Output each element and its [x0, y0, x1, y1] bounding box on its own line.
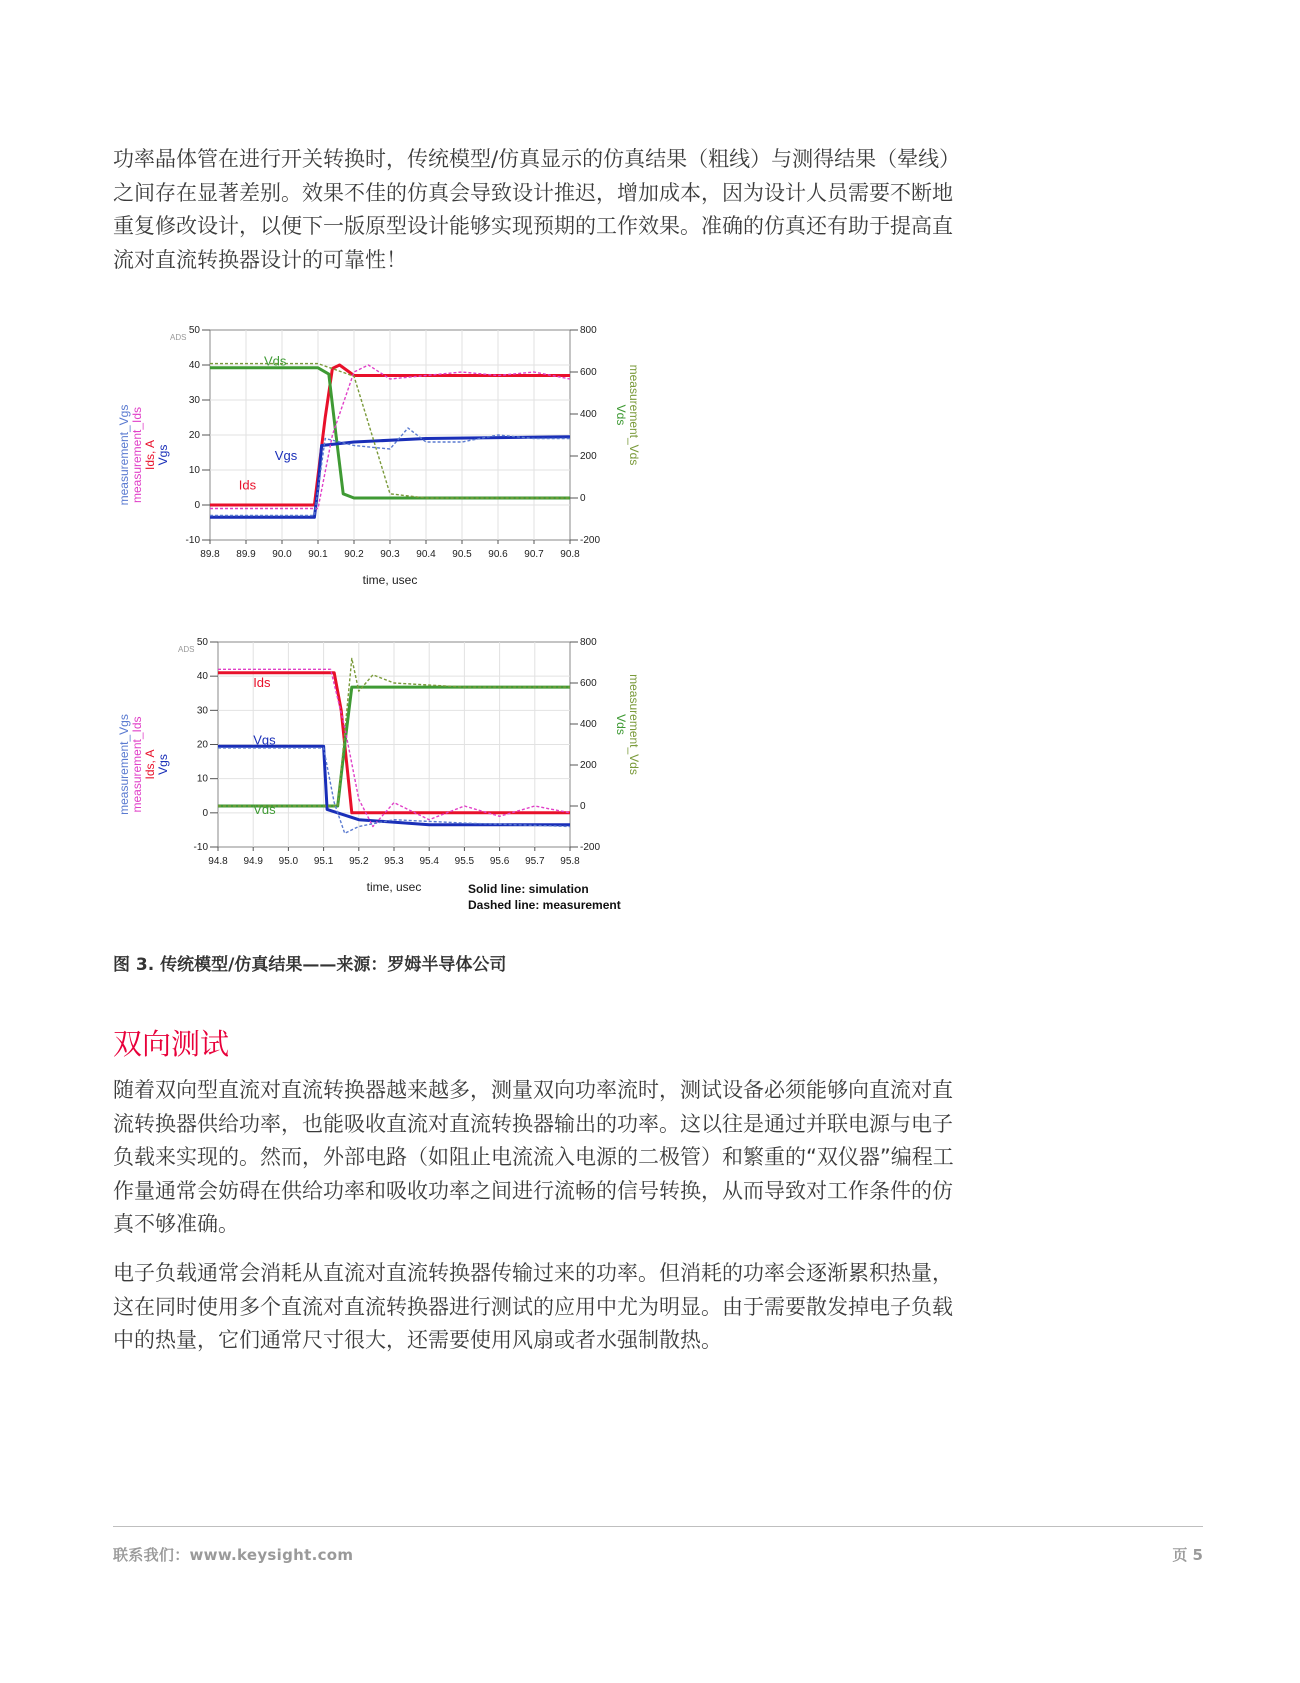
- y-right-axis-label: Vds: [614, 404, 628, 426]
- series-label-vgs: Vgs: [274, 448, 298, 464]
- y-right-tick-label: 400: [580, 719, 597, 730]
- x-tick-label: 95.3: [384, 856, 404, 867]
- x-tick-label: 90.3: [380, 549, 400, 560]
- y-left-tick-label: 20: [188, 430, 200, 441]
- series-label-vds: Vds: [264, 353, 287, 369]
- series-label-ids: Ids: [238, 477, 257, 493]
- legend-dashed: Dashed line: measurement: [468, 898, 621, 912]
- y-left-tick-label: 50: [188, 325, 200, 336]
- section-title: 双向测试: [113, 1027, 230, 1061]
- y-left-axis-label: measurement_Ids: [130, 716, 144, 813]
- y-left-tick-label: 0: [194, 500, 200, 511]
- y-right-tick-label: 800: [580, 637, 597, 648]
- x-tick-label: 95.1: [313, 856, 334, 867]
- y-right-tick-label: 600: [580, 678, 597, 689]
- series-label-vgs: Vgs: [253, 732, 276, 748]
- y-left-tick-label: 10: [196, 773, 208, 785]
- ads-watermark: ADS: [170, 333, 187, 342]
- y-left-tick-label: 20: [196, 739, 208, 751]
- y-left-tick-label: -10: [193, 842, 208, 853]
- y-left-tick-label: 40: [196, 671, 208, 683]
- y-right-tick-label: 800: [580, 325, 597, 336]
- x-tick-label: 95.2: [349, 856, 369, 867]
- x-axis-label: time, usec: [366, 880, 422, 894]
- figure-caption: 图 3. 传统模型/仿真结果——来源：罗姆半导体公司: [113, 955, 507, 975]
- y-right-tick-label: 0: [580, 493, 586, 504]
- x-tick-label: 94.8: [208, 856, 228, 867]
- y-left-axis-label: Ids, A: [143, 439, 157, 471]
- ads-watermark: ADS: [178, 645, 195, 654]
- series-label-vds: Vds: [253, 802, 276, 818]
- x-tick-label: 95.6: [489, 856, 510, 867]
- x-tick-label: 90.6: [488, 549, 508, 560]
- x-tick-label: 95.5: [454, 856, 475, 867]
- intro-paragraph: 功率晶体管在进行开关转换时，传统模型/仿真显示的仿真结果（粗线）与测得结果（晕线）之间存在显著差别。效果不佳的仿真会导致设计推迟，增加成本，因为设计人员需要不断地重复修改设计，以便下一版原型设计能够实现预期的工作效果。准确的仿真还有助于提高直流对直流转换器设计的可靠性！: [113, 147, 961, 272]
- x-tick-label: 90.7: [524, 549, 544, 560]
- footer-divider: [113, 1526, 1203, 1527]
- y-left-tick-label: 10: [188, 465, 200, 476]
- y-left-axis-label: measurement_Vgs: [117, 714, 131, 815]
- y-right-tick-label: -200: [580, 842, 601, 853]
- x-tick-label: 90.8: [560, 549, 580, 560]
- y-right-tick-label: 400: [580, 409, 597, 420]
- x-tick-label: 90.2: [344, 549, 364, 560]
- y-right-axis-label: Vds: [614, 714, 628, 735]
- x-tick-label: 89.8: [200, 549, 220, 560]
- y-right-tick-label: 200: [580, 760, 597, 771]
- x-tick-label: 95.7: [525, 856, 545, 867]
- y-right-tick-label: -200: [580, 535, 601, 546]
- y-right-axis-label: measurement_Vds: [627, 364, 641, 466]
- y-left-axis-label: measurement_Ids: [130, 406, 144, 504]
- y-left-axis-label: Ids, A: [143, 749, 157, 780]
- x-tick-label: 90.4: [416, 549, 436, 560]
- section-paragraph-2: 电子负载通常会消耗从直流对直流转换器传输过来的功率。但消耗的功率会逐渐累积热量，这在同时使用多个直流对直流转换器进行测试的应用中尤为明显。由于需要散发掉电子负载中的热量，它们通常尺寸很大，还需要使用风扇或者水强制散热。: [113, 1261, 953, 1352]
- chart-turn-on: [117, 325, 660, 590]
- y-left-tick-label: 30: [196, 705, 208, 717]
- y-left-tick-label: 0: [202, 807, 208, 819]
- x-tick-label: 90.5: [452, 549, 472, 560]
- x-tick-label: 95.8: [560, 856, 580, 867]
- legend-solid: Solid line: simulation: [468, 882, 589, 896]
- y-left-tick-label: -10: [185, 535, 200, 546]
- y-right-tick-label: 200: [580, 451, 597, 462]
- y-left-axis-label: measurement_Vgs: [117, 404, 131, 506]
- section-paragraph-1: 随着双向型直流对直流转换器越来越多，测量双向功率流时，测试设备必须能够向直流对直流转换器供给功率，也能吸收直流对直流转换器输出的功率。这以往是通过并联电源与电子负载来实现的。然而，外部电路（如阻止电流流入电源的二极管）和繁重的“双仪器”编程工作量通常会妨碍在供给功率和吸收功率之间进行流畅的信号转换，从而导致对工作条件的仿真不够准确。: [113, 1078, 954, 1236]
- x-tick-label: 95.4: [419, 856, 439, 867]
- y-left-tick-label: 50: [196, 637, 208, 648]
- x-tick-label: 90.0: [272, 549, 292, 560]
- x-tick-label: 89.9: [236, 549, 256, 560]
- chart-turn-off: [117, 637, 660, 932]
- y-left-tick-label: 30: [188, 395, 200, 406]
- page-number: 页 5: [1172, 1546, 1203, 1564]
- x-tick-label: 95.0: [278, 856, 299, 867]
- x-axis-label: time, usec: [362, 573, 418, 587]
- y-right-axis-label: measurement_Vds: [627, 674, 641, 775]
- footer-contact[interactable]: 联系我们：www.keysight.com: [113, 1546, 354, 1564]
- y-right-tick-label: 600: [580, 367, 597, 378]
- y-left-axis-label: Vgs: [156, 444, 170, 466]
- x-tick-label: 94.9: [243, 856, 263, 867]
- y-left-tick-label: 40: [188, 360, 200, 371]
- y-left-axis-label: Vgs: [156, 754, 170, 775]
- y-right-tick-label: 0: [580, 801, 586, 812]
- series-label-ids: Ids: [253, 675, 271, 691]
- x-tick-label: 90.1: [308, 549, 328, 560]
